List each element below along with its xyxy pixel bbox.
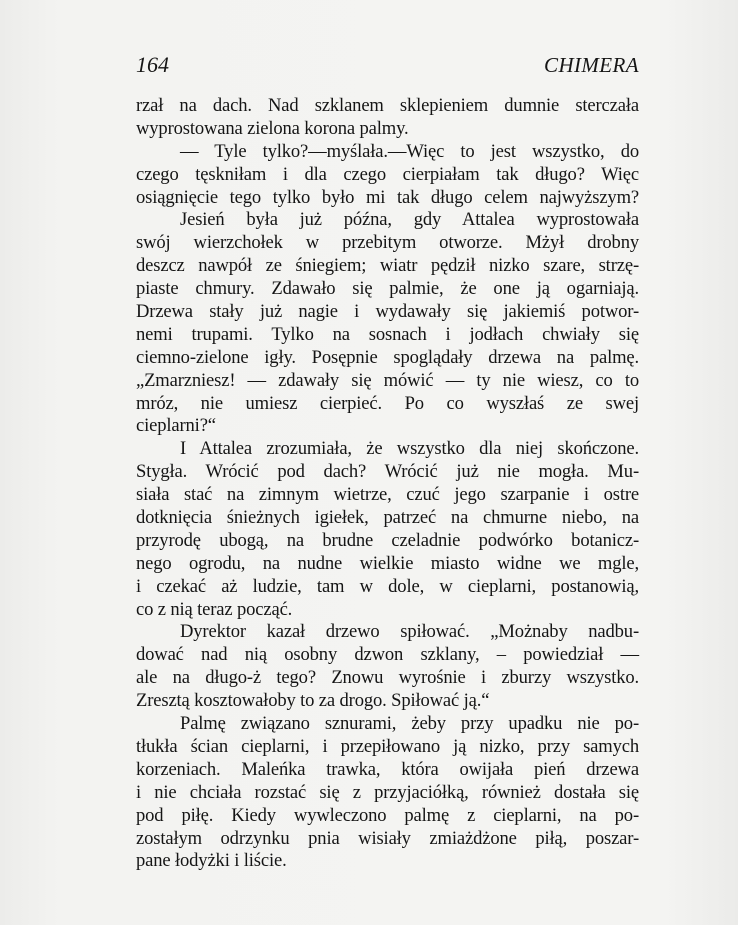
text-line: Zresztą kosztowałoby to za drogo. Spiłować ją.“: [136, 690, 490, 712]
text-line: siała stać na zimnym wietrze, czuć jego szarpanie i ostre: [136, 484, 639, 506]
text-line: przyrodę ubogą, na brudne czeladnie podwórko botanicz-: [136, 529, 639, 551]
text-line: rzał na dach. Nad szklanem sklepieniem dumnie sterczała: [136, 95, 639, 116]
text-line: deszcz nawpół ze śniegiem; wiatr pędził nizko szare, strzę-: [136, 255, 639, 277]
text-line: korzeniach. Maleńka trawka, która owijała pień drzewa: [136, 758, 639, 780]
text-line: wyprostowana zielona korona palmy.: [136, 117, 409, 139]
text-line: i czekać aż ludzie, tam w dole, w cieplarni, postanowią,: [136, 575, 639, 597]
text-line: pod piłę. Kiedy wywleczono palmę z cieplarni, na po-: [136, 804, 639, 826]
text-line: piaste chmury. Zdawało się palmie, że one ją ogarniają.: [136, 278, 639, 300]
text-line: ale na długo-ż tego? Znowu wyrośnie i zburzy wszystko.: [136, 667, 639, 689]
text-line: Palmę związano sznurami, żeby przy upadku nie po-: [180, 713, 639, 735]
text-line: czego tęskniłam i dla czego cierpiałam tak długo? Więc: [136, 163, 639, 185]
running-title: CHIMERA: [544, 53, 639, 77]
text-line: Drzewa stały już nagie i wydawały się jakiemiś potwor-: [136, 301, 639, 323]
text-line: pane łodyżki i liście.: [136, 850, 287, 872]
text-line: Jesień była już późna, gdy Attalea wyprostowała: [180, 209, 639, 231]
text-line: tłukła ścian cieplarni, i przepiłowano ją nizko, przy samych: [136, 735, 639, 757]
text-line: „Zmarzniesz! — zdawały się mówić — ty nie wiesz, co to: [136, 369, 639, 391]
text-line: dotknięcia śnieżnych igiełek, patrzeć na chmurne niebo, na: [136, 507, 639, 529]
text-line: mróz, nie umiesz cierpieć. Po co wyszłaś ze swej: [136, 392, 639, 414]
text-line: osiągnięcie tego tylko było mi tak długo celem najwyższym?: [136, 186, 639, 208]
text-line: swój wierzchołek w przebitym otworze. Mżył drobny: [136, 232, 639, 254]
text-line: zostałym odrzynku pnia wisiały zmiażdżone piłą, poszar-: [136, 827, 639, 849]
text-line: I Attalea zrozumiała, że wszystko dla niej skończone.: [180, 438, 639, 460]
text-line: dować nad nią osobny dzwon szklany, – powiedział —: [136, 644, 639, 666]
text-line: ciemno-zielone igły. Posępnie spoglądały drzewa na palmę.: [136, 346, 639, 368]
text-line: co z nią teraz począć.: [136, 598, 293, 620]
body-text: [136, 95, 639, 873]
text-line: Stygła. Wrócić pod dach? Wrócić już nie mogła. Mu-: [136, 461, 639, 483]
text-line: i nie chciała rozstać się z przyjaciółką, również dostała się: [136, 781, 639, 803]
text-line: nego ogrodu, na nudne wielkie miasto widne we mgle,: [136, 552, 639, 574]
page-header: [136, 48, 639, 82]
text-line: Dyrektor kazał drzewo spiłować. „Możnaby nadbu-: [180, 621, 639, 643]
page-number: 164: [136, 52, 169, 77]
text-line: cieplarni?“: [136, 415, 216, 437]
text-line: nemi trupami. Tylko na sosnach i jodłach chwiały się: [136, 323, 639, 345]
text-line: — Tyle tylko?—myślała.—Więc to jest wszystko, do: [180, 140, 639, 162]
